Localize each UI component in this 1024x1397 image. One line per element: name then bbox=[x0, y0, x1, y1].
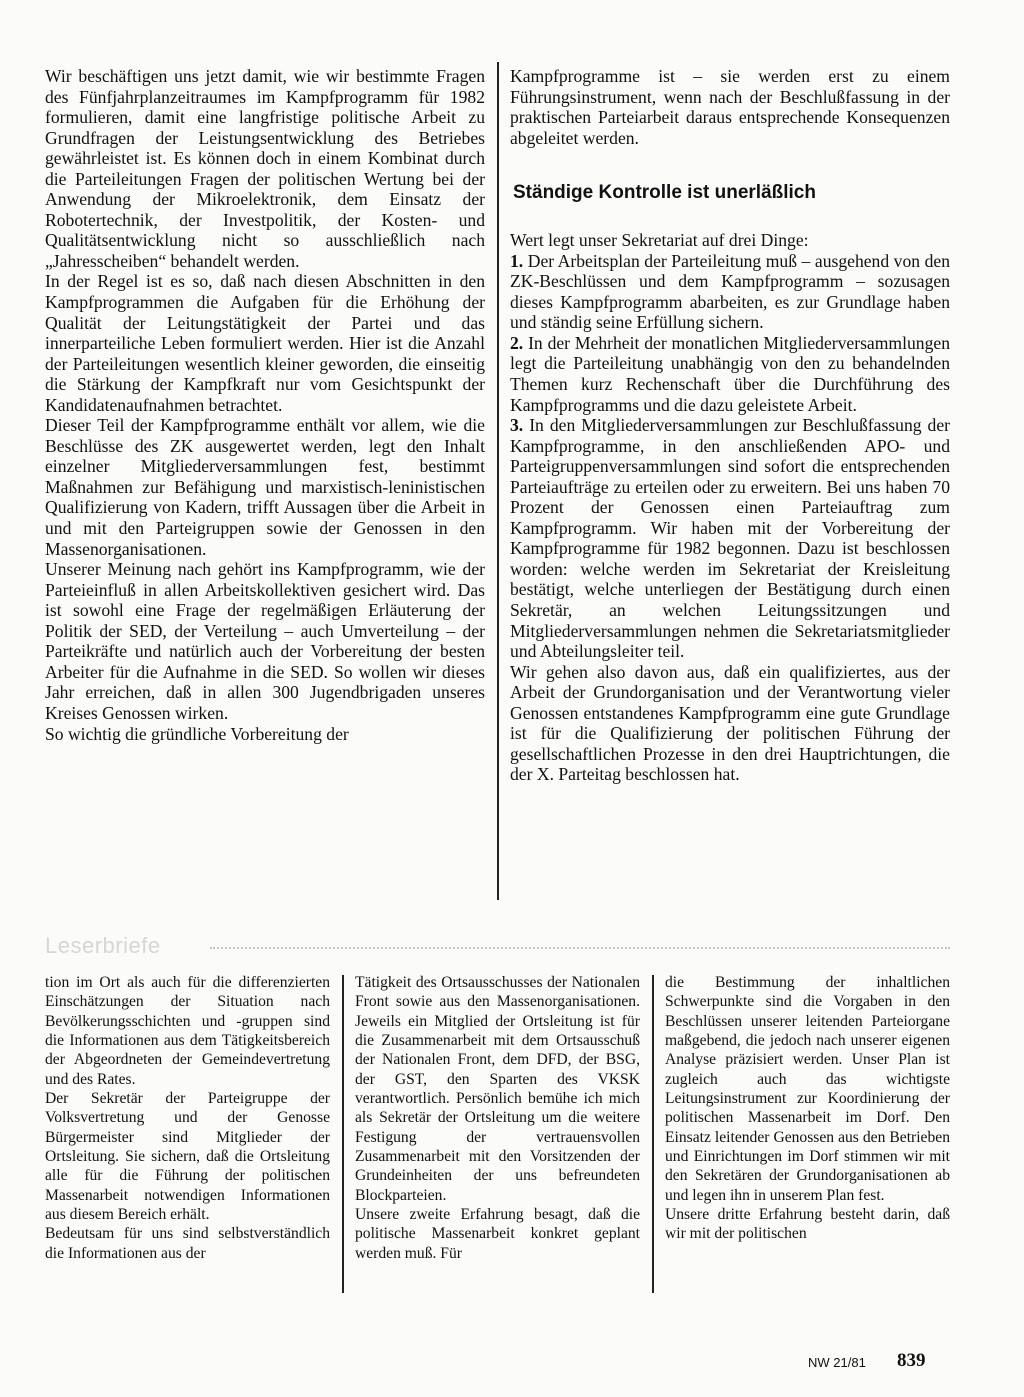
page-number: 839 bbox=[897, 1350, 926, 1371]
paragraph: In der Regel ist es so, daß nach diesen Abschnitten in den Kampfprogrammen die Aufgaben für die Erhöhung der Qualität der Leitungstätigkeit der Partei und das innerparteiliche Leben formuliert werden. Hier ist die Anzahl der Parteileitungen wesentlich kleiner geworden, die einseitig die Stärkung der Kampfkraft nur vom Gesichtspunkt der Kandidatenaufnahmen betrachtet. bbox=[45, 271, 485, 415]
numbered-item bbox=[510, 415, 950, 662]
paragraph: die Bestimmung der inhaltlichen Schwerpunkte sind die Vorgaben in den Beschlüssen unserer leitenden Parteiorgane maßgebend, die jedoch nach unserer eigenen Analyse präzisiert werden. Unser Plan ist zugleich auch das wichtigste Leitungsinstrument zur Koordinierung der politischen Massenarbeit im Dorf. Den Einsatz leitender Genossen aus den Betrieben und Einrichtungen im Dorf stimmen wir mit den Sekretären der Grundorganisationen ab und legen ihn in unserem Plan fest. bbox=[665, 974, 950, 1204]
item-number: 2. bbox=[510, 332, 524, 353]
item-text: Der Arbeitsplan der Parteileitung muß – ausgehend von den ZK-Beschlüssen und dem Kampfprogramm – sozusagen dieses Kampfprogramm abarbeiten, es zur Grundlage haben und ständig seine Erfüllung sichern. bbox=[510, 250, 951, 333]
numbered-item bbox=[510, 333, 950, 415]
letter-column-3 bbox=[665, 973, 950, 1244]
section-heading: Ständige Kontrolle ist unerläßlich bbox=[513, 182, 816, 204]
paragraph: So wichtig die gründliche Vorbereitung der bbox=[45, 723, 349, 744]
paragraph: Dieser Teil der Kampfprogramme enthält vor allem, wie die Beschlüsse des ZK ausgewertet werden, legt den Inhalt einzelner Mitgliederversammlungen fest, bestimmt Maßnahmen zur Befähigung und marxistisch-leninistischen Qualifizierung von Kadern, trifft Aussagen über die Arbeit in und mit den Parteigruppen sowie der Genossen in den Massenorganisationen. bbox=[45, 415, 485, 559]
paragraph: Wir gehen also davon aus, daß ein qualifiziertes, aus der Arbeit der Grundorganisation und der Verantwortung vieler Genossen entstandenes Kampfprogramm eine gute Grundlage ist für die Qualifizierung der politischen Führung der gesellschaftlichen Prozesse in den drei Hauptrichtungen, die der X. Parteitag beschlossen hat. bbox=[510, 661, 950, 785]
issue-reference: NW 21/81 bbox=[808, 1355, 866, 1370]
paragraph: Tätigkeit des Ortsausschusses der Nationalen Front sowie aus den Massenorganisationen. Jeweils ein Mitglied der Ortsleitung ist für die Zusammenarbeit mit dem Ortsausschuß der Nationalen Front, dem DFD, der BSG, der GST, den Sparten des VKSK verantwortlich. Persönlich bemühe ich mich als Sekretär der Ortsleitung um die weitere Festigung der vertrauensvollen Zusammenarbeit mit den Vorsitzenden der Grundeinheiten der uns befreundeten Blockparteien. bbox=[355, 974, 640, 1204]
paragraph: tion im Ort als auch für die differenzierten Einschätzungen der Situation nach Bevölkerungsschichten und -gruppen sind die Informationen aus dem Tätigkeitsbereich der Abgeordneten der Gemeindevertretung und des Rates. bbox=[45, 974, 330, 1088]
paragraph: Unsere dritte Erfahrung besteht darin, daß wir mit der politischen bbox=[665, 1206, 950, 1243]
dotted-rule bbox=[210, 947, 950, 949]
paragraph: Der Sekretär der Parteigruppe der Volksvertretung und der Genosse Bürgermeister sind Mitglieder der Ortsleitung. Sie sichern, daß die Ortsleitung alle für die Führung der politischen Massenarbeit notwendigen Informationen aus diesem Bereich erhält. bbox=[45, 1090, 330, 1224]
section-banner bbox=[45, 933, 950, 959]
letter-column-1 bbox=[45, 973, 330, 1263]
item-number: 3. bbox=[510, 415, 524, 436]
column-divider bbox=[497, 62, 499, 900]
column-divider bbox=[342, 975, 344, 1293]
paragraph: Wert legt unser Sekretariat auf drei Dinge: bbox=[510, 230, 809, 251]
article-column-left bbox=[45, 66, 485, 744]
numbered-item bbox=[510, 251, 950, 333]
paragraph: Kampfprogramme ist – sie werden erst zu einem Führungsinstrument, wenn nach der Beschlußfassung in der praktischen Parteiarbeit daraus entsprechende Konsequenzen abgeleitet werden. bbox=[510, 66, 950, 148]
column-divider bbox=[652, 975, 654, 1293]
item-text: In der Mehrheit der monatlichen Mitgliederversammlungen legt die Parteileitung unabhängig von den zu behandelnden Themen kurz Rechenschaft über die Durchführung des Kampfprogramms und die dazu geleistete Arbeit. bbox=[510, 332, 950, 415]
letter-column-2 bbox=[355, 973, 640, 1263]
paragraph: Unsere zweite Erfahrung besagt, daß die politische Massenarbeit konkret geplant werden muß. Für bbox=[355, 1206, 640, 1262]
paragraph: Unserer Meinung nach gehört ins Kampfprogramm, wie der Parteieinfluß in allen Arbeitskollektiven gesichert wird. Das ist sowohl eine Frage der regelmäßigen Erläuterung der Politik der SED, der Verteilung – auch Umverteilung – der Parteikräfte und natürlich auch der Vorbereitung der besten Arbeiter für die Aufnahme in die SED. So wollen wir dieses Jahr erreichen, daß in allen 300 Jugendbrigaden unseres Kreises Genossen wirken. bbox=[45, 559, 485, 723]
article-column-right bbox=[510, 66, 950, 785]
paragraph: Wir beschäftigen uns jetzt damit, wie wir bestimmte Fragen des Fünfjahrplanzeitraumes im Kampfprogramm für 1982 formulieren, damit eine langfristige politische Arbeit zu Grundfragen der Leistungsentwicklung des Betriebes gewährleistet ist. Es können doch in einem Kombinat durch die Parteileitungen Fragen der politischen Wertung bei der Anwendung der Mikroelektronik, dem Einsatz der Robotertechnik, der Investpolitik, der Kosten- und Qualitätsentwicklung nicht so ausschließlich nach „Jahresscheiben“ behandelt werden. bbox=[45, 66, 485, 271]
item-text: In den Mitgliederversammlungen zur Beschlußfassung der Kampfprogramme, in den anschließenden APO- und Parteigruppenversammlungen sind sofort die entsprechenden Parteiaufträge zu erteilen oder zu erweitern. Bei uns haben 70 Prozent der Genossen einen Parteiauftrag zum Kampfprogramm. Wir haben mit der Vorbereitung der Kampfprogramme für 1982 begonnen. Dazu ist beschlossen worden: welche werden im Sekretariat der Kreisleitung bestätigt, welche unterliegen der Bestätigung durch einen Sekretär, an welchen Leitungssitzungen und Mitgliederversammlungen nehmen die Sekretariatsmitglieder und Abteilungsleiter teil. bbox=[510, 415, 950, 662]
item-number: 1. bbox=[510, 250, 524, 271]
section-label: Leserbriefe bbox=[45, 933, 161, 958]
paragraph: Bedeutsam für uns sind selbstverständlich die Informationen aus der bbox=[45, 1225, 330, 1262]
